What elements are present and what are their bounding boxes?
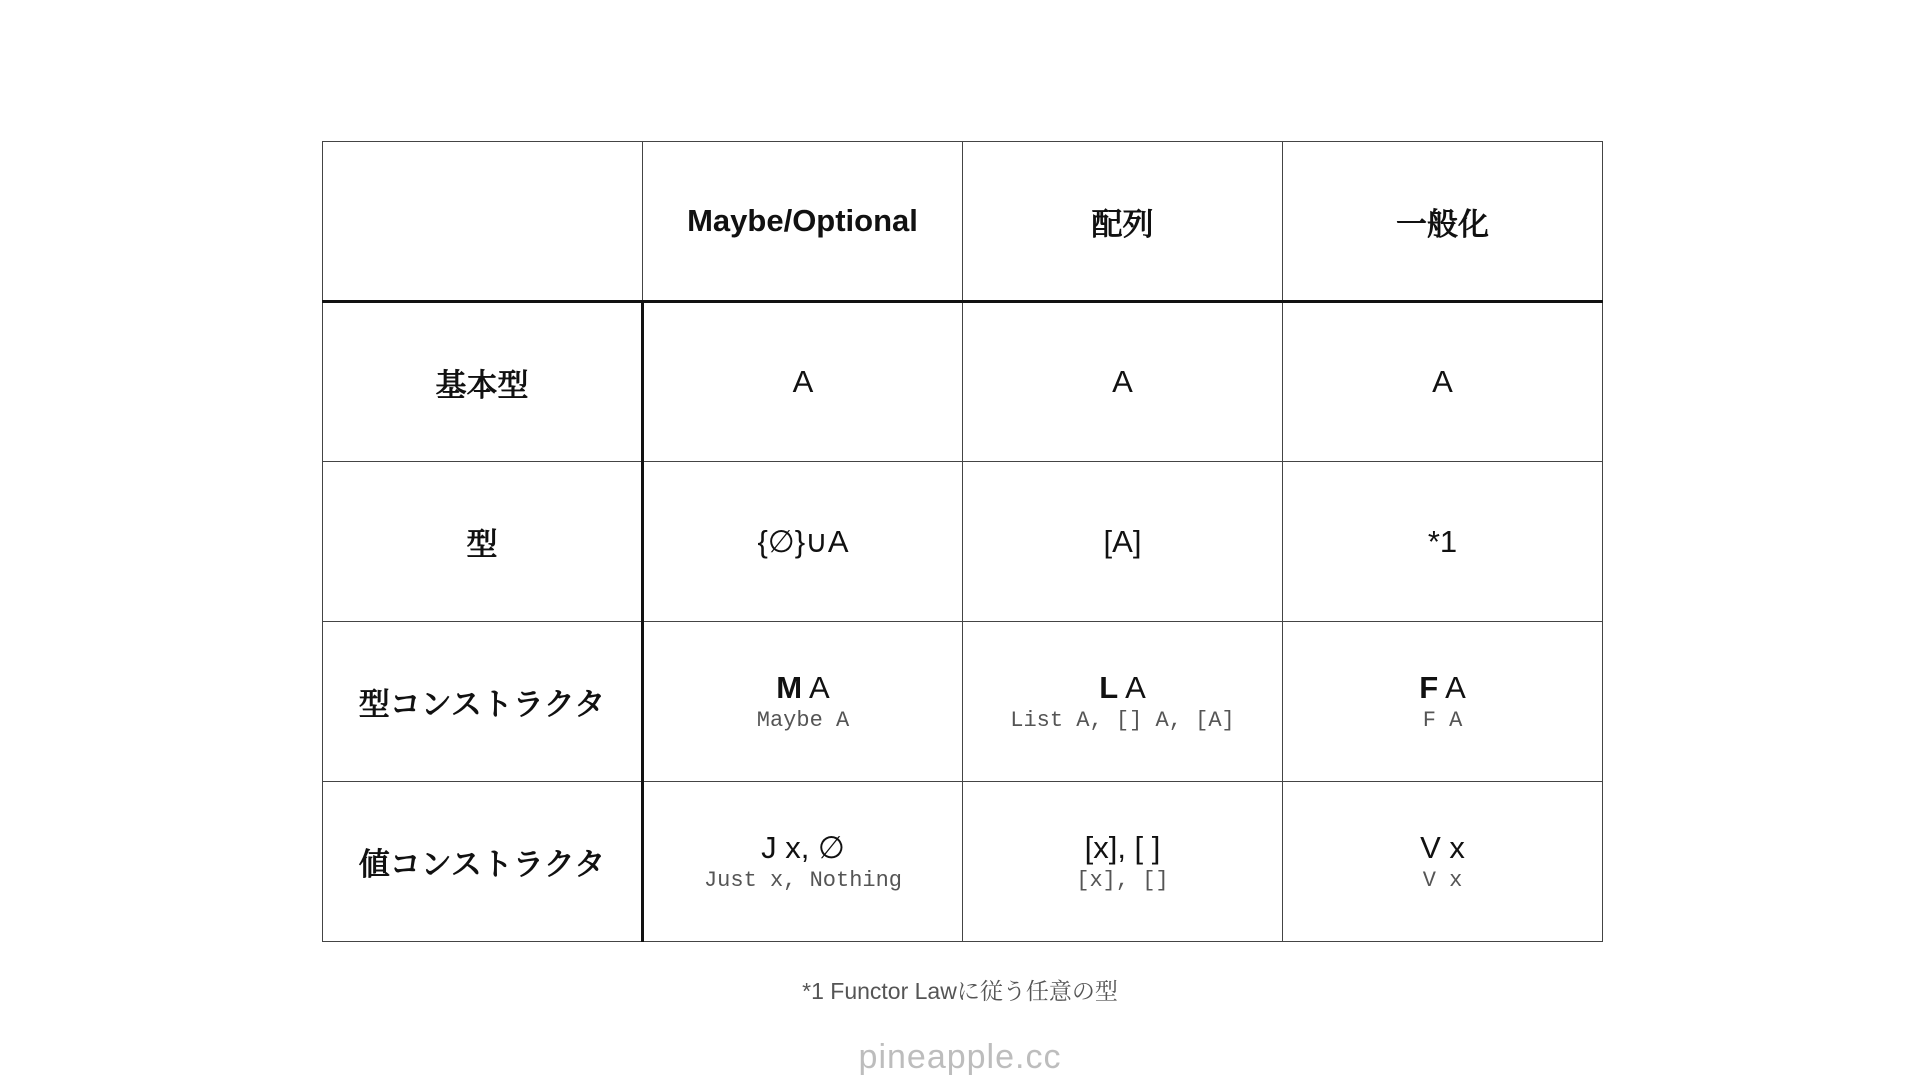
row-header-label: 値コンストラクタ bbox=[358, 847, 606, 882]
table-cell bbox=[643, 302, 963, 462]
row-header-label: 型コンストラクタ bbox=[358, 687, 606, 722]
table-cell bbox=[963, 622, 1283, 782]
cell-code-text: V x bbox=[1422, 867, 1463, 893]
cell-main-text: J x, ∅ bbox=[761, 829, 845, 865]
constructor-argument: A bbox=[1118, 669, 1146, 705]
row-header-label: 基本型 bbox=[435, 367, 529, 403]
table-cell bbox=[1283, 782, 1603, 942]
cell-code-text: Just x, Nothing bbox=[703, 867, 903, 893]
table-row-base-type bbox=[323, 302, 1603, 462]
cell-main-text: A bbox=[792, 364, 814, 399]
table-cell bbox=[643, 462, 963, 622]
cell-main-text bbox=[644, 670, 962, 706]
column-header-label: Maybe/Optional bbox=[687, 203, 918, 238]
column-header-label: 一般化 bbox=[1396, 206, 1489, 242]
cell-main-text bbox=[1283, 670, 1602, 706]
cell-main-text: [x], [ ] bbox=[1084, 829, 1161, 865]
table-cell bbox=[643, 782, 963, 942]
cell-main-text: A bbox=[1112, 364, 1133, 399]
table-cell bbox=[963, 302, 1283, 462]
row-header-label: 型 bbox=[466, 527, 498, 562]
column-header-label: 配列 bbox=[1091, 206, 1154, 242]
constructor-symbol: M bbox=[776, 669, 803, 705]
row-header-cell bbox=[323, 302, 643, 462]
watermark: pineapple.cc bbox=[858, 1038, 1062, 1076]
cell-code-text: [x], [] bbox=[1076, 867, 1169, 893]
comparison-table bbox=[322, 141, 1603, 942]
cell-main-text: *1 bbox=[1427, 523, 1458, 559]
constructor-symbol: F bbox=[1419, 669, 1439, 705]
row-header-cell bbox=[323, 782, 643, 942]
cell-main-text: {∅}∪A bbox=[757, 523, 849, 559]
cell-code-text: Maybe A bbox=[756, 707, 850, 733]
table-cell bbox=[643, 622, 963, 782]
cell-main-text: V x bbox=[1420, 829, 1465, 865]
column-header-general bbox=[1283, 142, 1603, 302]
cell-code-text: F A bbox=[1422, 707, 1463, 733]
table-row-type bbox=[323, 462, 1603, 622]
column-header-maybe bbox=[643, 142, 963, 302]
table-cell bbox=[1283, 462, 1603, 622]
table-cell bbox=[963, 782, 1283, 942]
corner-cell bbox=[323, 142, 643, 302]
constructor-argument: A bbox=[802, 669, 830, 705]
constructor-argument: A bbox=[1438, 669, 1466, 705]
row-header-cell bbox=[323, 462, 643, 622]
cell-code-text: List A, [] A, [A] bbox=[1010, 707, 1235, 733]
footnote: *1 Functor Lawに従う任意の型 bbox=[802, 978, 1118, 1004]
table-cell bbox=[1283, 622, 1603, 782]
row-header-cell bbox=[323, 622, 643, 782]
table-cell bbox=[963, 462, 1283, 622]
table-row-value-constructor bbox=[323, 782, 1603, 942]
cell-main-text: [A] bbox=[1103, 523, 1142, 559]
cell-main-text bbox=[963, 670, 1282, 706]
table-row-type-constructor bbox=[323, 622, 1603, 782]
table-header-row bbox=[323, 142, 1603, 302]
table-cell bbox=[1283, 302, 1603, 462]
constructor-symbol: L bbox=[1099, 669, 1119, 705]
cell-main-text: A bbox=[1432, 364, 1453, 399]
column-header-array bbox=[963, 142, 1283, 302]
